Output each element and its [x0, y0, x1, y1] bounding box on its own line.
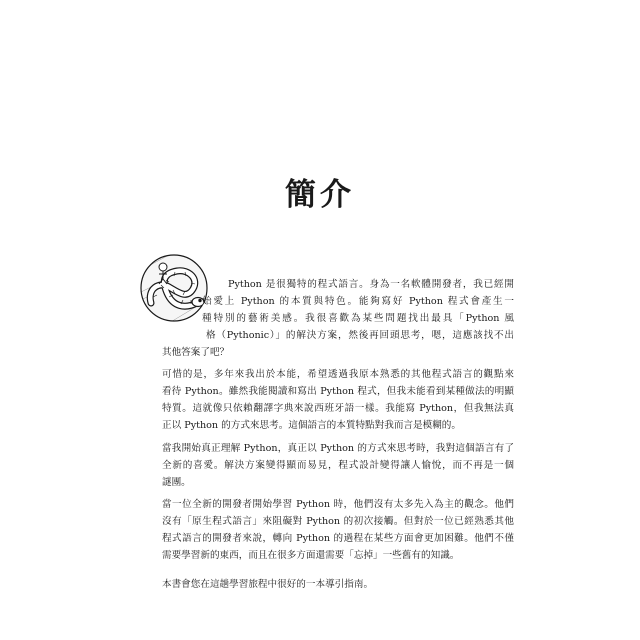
paragraph-line: 沒有「原生程式語言」來阻礙對 Python 的初次接觸。但對於一位已經熟悉其他	[162, 516, 514, 527]
paragraph-1	[162, 276, 514, 361]
paragraph-line: 其他答案了吧？	[162, 347, 230, 358]
paragraph-line: 本書會您在這趟學習旅程中很好的一本導引指南。	[162, 579, 374, 590]
paragraph-line: 正以 Python 的方式來思考。這個語言的本質特點對我而言是模糊的。	[162, 420, 461, 431]
page-title: 簡介	[285, 177, 355, 213]
paragraph-line: 全新的喜愛。解決方案變得顯而易見，程式設計變得讓人愉悅，而不再是一個	[162, 460, 514, 471]
paragraph-5	[162, 576, 514, 593]
paragraph-4	[162, 496, 514, 564]
paragraph-line: 當一位全新的開發者開始學習 Python 時，他們沒有太多先入為主的觀念。他們	[162, 499, 514, 510]
paragraph-line: 需要學習新的東西，而且在很多方面還需要「忘掉」一些舊有的知識。	[162, 550, 460, 561]
paragraph-line: 當我開始真正理解 Python，真正以 Python 的方式來思考時，我對這個語言有了	[162, 443, 514, 454]
paragraph-line: 程式語言的開發者來說，轉向 Python 的過程在某些方面會更加困難。他們不僅	[162, 533, 514, 544]
paragraph-line: Python 是很獨特的程式語言。身為一名軟體開發者，我已經開	[228, 279, 514, 290]
paragraph-line: 謎團。	[162, 477, 191, 488]
paragraph-line: 種特別的藝術美感。我很喜歡為某些問題找出最具「Python 風	[202, 313, 514, 324]
paragraph-2	[162, 366, 514, 434]
paragraph-line: 看待 Python。雖然我能閱讀和寫出 Python 程式，但我未能看到某種做法的明顯	[162, 386, 514, 397]
paragraph-line: 可惜的是，多年來我出於本能，希望透過我原本熟悉的其他程式語言的觀點來	[162, 369, 514, 380]
paragraph-3	[162, 440, 514, 491]
paragraph-line: 始愛上 Python 的本質與特色。能夠寫好 Python 程式會產生一	[202, 296, 514, 307]
paragraph-line: 特質。這就像只依賴翻譯字典來說西班牙語一樣。我能寫 Python，但我無法真	[162, 403, 514, 414]
paragraph-line: 格（Pythonic）」的解決方案，然後再回頭思考，嗯，這應該找不出	[206, 330, 514, 341]
